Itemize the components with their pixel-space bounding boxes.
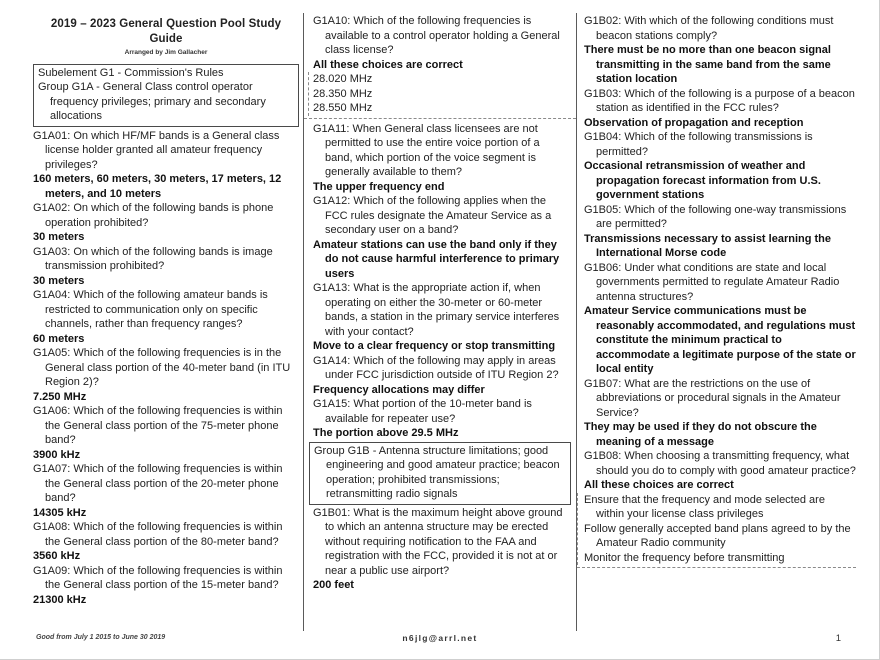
- answer-g1a12: Amateur stations can use the band only if they do not cause harmful interference to primary users: [313, 238, 560, 280]
- dashed-divider: [304, 118, 576, 119]
- question-g1b01: G1B01: What is the maximum height above ground to which an antenna structure may be erected without requiring notification to the FAA and registration with the FCC, provided it is not at or near a public use airport?: [313, 506, 563, 577]
- answer-g1b02: There must be no more than one beacon signal transmitting in the same band from the same station location: [584, 44, 831, 85]
- answer-g1a08: 3560 kHz: [33, 550, 81, 562]
- answer-g1a11: The upper frequency end: [313, 180, 445, 193]
- question-g1b02: G1B02: With which of the following conditions must beacon stations comply?: [584, 15, 834, 42]
- answer-g1b08: All these choices are correct: [584, 479, 734, 491]
- page-subtitle: Arranged by Jim Gallacher: [124, 49, 208, 56]
- subelement-g1-box: [33, 64, 299, 127]
- answer-g1a15: The portion above 29.5 MHz: [313, 427, 459, 439]
- answer-g1a05: 7.250 MHz: [33, 390, 87, 403]
- question-g1a15: G1A15: What portion of the 10-meter band is available for repeater use?: [313, 398, 532, 425]
- question-g1a07: G1A07: Which of the following frequencies is within the General class portion of the 20-meter phone band?: [33, 463, 283, 504]
- question-g1a01: G1A01: On which HF/MF bands is a General class license holder granted all amateur frequency privileges?: [33, 129, 280, 171]
- question-g1a11: G1A11: When General class licensees are not permitted to use the entire voice portion of a band, which portion of the voice segment is generally available to them?: [313, 122, 540, 178]
- choice-g1b08-1: Ensure that the frequency and mode selected are within your license class privileges: [584, 493, 825, 520]
- question-g1a03: G1A03: On which of the following bands is image transmission prohibited?: [33, 245, 273, 272]
- question-g1a09: G1A09: Which of the following frequencies is within the General class portion of the 15-meter band?: [33, 564, 283, 591]
- answer-g1a10: All these choices are correct: [313, 58, 463, 71]
- answer-g1a04: 60 meters: [33, 332, 85, 345]
- question-g1b07: G1B07: What are the restrictions on the use of abbreviations or procedural signals in the Amateur Service?: [584, 377, 841, 419]
- question-g1a02: G1A02: On which of the following bands is phone operation prohibited?: [33, 202, 274, 229]
- choices-g1b08: [577, 493, 856, 566]
- question-g1a06: G1A06: Which of the following frequencies is within the General class portion of the 75-meter phone band?: [33, 405, 283, 446]
- answer-g1b07: They may be used if they do not obscure the meaning of a message: [584, 421, 817, 448]
- subelement-g1-heading: Subelement G1 - Commission's Rules: [38, 66, 224, 79]
- question-g1b08: G1B08: When choosing a transmitting frequency, what should you do to comply with good amateur practice?: [584, 450, 856, 477]
- answer-g1a06: 3900 kHz: [33, 448, 81, 461]
- columns-container: [33, 13, 858, 631]
- column-3: [577, 13, 858, 631]
- question-g1a08: G1A08: Which of the following frequencies is within the General class portion of the 80-meter band?: [33, 521, 283, 548]
- choice-g1a10-1: 28.020 MHz: [313, 73, 373, 85]
- answer-g1b03: Observation of propagation and reception: [584, 116, 804, 129]
- column-1: [33, 13, 303, 631]
- footer-validity-note: Good from July 1 2015 to June 30 2019: [36, 633, 166, 641]
- question-g1a14: G1A14: Which of the following may apply in areas under FCC jurisdiction outside of ITU Region 2?: [313, 354, 559, 381]
- group-g1b-box: [309, 442, 571, 505]
- question-g1a10: G1A10: Which of the following frequencies is available to a control operator holding a General class license?: [313, 15, 560, 56]
- question-g1b05: G1B05: Which of the following one-way transmissions are permitted?: [584, 203, 847, 230]
- answer-g1b01: 200 feet: [313, 579, 354, 591]
- footer-email: n6jlg@arrl.net: [402, 632, 478, 643]
- page-title: 2019 – 2023 General Question Pool Study Guide: [50, 18, 282, 45]
- question-g1b03: G1B03: Which of the following is a purpose of a beacon station as identified in the FCC rules?: [584, 87, 855, 114]
- question-g1a05: G1A05: Which of the following frequencies is in the General class portion of the 40-meter band (in ITU Region 2)?: [33, 347, 291, 388]
- answer-g1b06: Amateur Service communications must be reasonably accommodated, and regulations must constitute the minimum practical to accommodate a legitimate purpose of the state or local entity: [584, 305, 856, 375]
- group-g1a-heading: Group G1A - General Class control operator frequency privileges; primary and secondary allocations: [38, 81, 266, 122]
- column-2: [303, 13, 577, 631]
- question-g1b06: G1B06: Under what conditions are state and local governments permitted to regulate Amateur Radio antenna structures?: [584, 261, 840, 303]
- question-g1a13: G1A13: What is the appropriate action if, when operating on either the 30-meter or 60-meter bands, a station in the primary service interferes with your contact?: [313, 282, 560, 338]
- answer-g1b04: Occasional retransmission of weather and propagation forecast information from U.S. government stations: [584, 160, 821, 201]
- choice-g1a10-2: 28.350 MHz: [313, 87, 373, 100]
- answer-g1a09: 21300 kHz: [33, 593, 87, 606]
- group-g1b-heading: Group G1B - Antenna structure limitations; good engineering and good amateur practice; beacon operation; prohibited transmissions; retransmitting radio signals: [314, 444, 560, 500]
- answer-g1a13: Move to a clear frequency or stop transmitting: [313, 340, 556, 352]
- answer-g1b05: Transmissions necessary to assist learning the International Morse code: [584, 232, 831, 259]
- answer-g1a14: Frequency allocations may differ: [313, 383, 485, 396]
- dashed-divider: [577, 567, 856, 568]
- question-g1b04: G1B04: Which of the following transmissions is permitted?: [584, 131, 813, 158]
- answer-g1a01: 160 meters, 60 meters, 30 meters, 17 meters, 12 meters, and 10 meters: [33, 173, 282, 200]
- answer-g1a07: 14305 kHz: [33, 506, 87, 519]
- answer-g1a02: 30 meters: [33, 231, 85, 243]
- footer-page-number: 1: [835, 632, 841, 644]
- question-g1a12: G1A12: Which of the following applies when the FCC rules designate the Amateur Service as a secondary user on a band?: [313, 195, 552, 236]
- choice-g1a10-3: 28.550 MHz: [313, 102, 373, 114]
- choices-g1a10: [308, 72, 567, 116]
- question-g1a04: G1A04: Which of the following amateur bands is restricted to communication only on specific channels, rather than frequency ranges?: [33, 289, 268, 330]
- answer-g1a03: 30 meters: [33, 274, 85, 287]
- choice-g1b08-3: Monitor the frequency before transmitting: [584, 551, 785, 564]
- choice-g1b08-2: Follow generally accepted band plans agreed to by the Amateur Radio community: [584, 522, 851, 549]
